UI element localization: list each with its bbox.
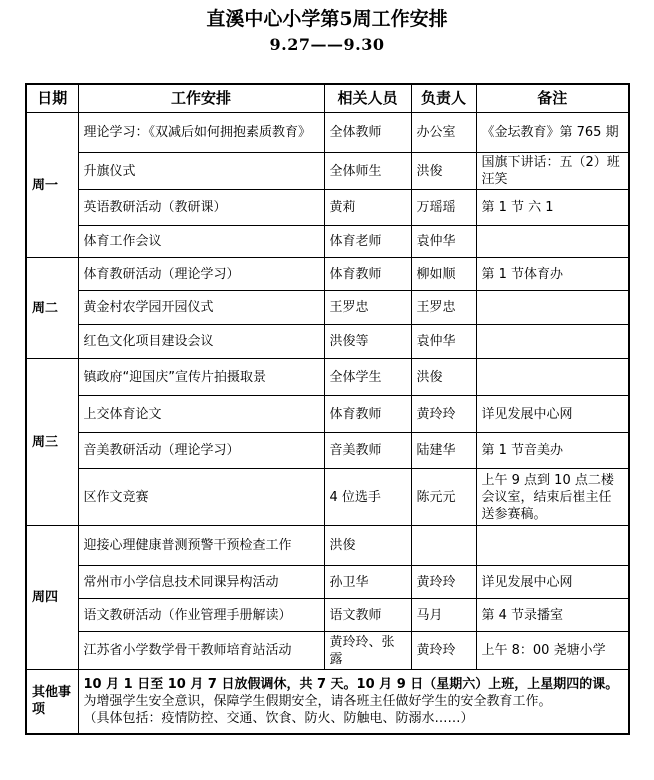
- people-cell: 4 位选手: [324, 469, 411, 526]
- holiday-notice: 10 月 1 日至 10 月 7 日放假调休，共 7 天。10 月 9 日（星期六）上班，上星期四的课。: [83, 676, 619, 692]
- owner-cell: 黄玲玲: [411, 396, 476, 433]
- task-cell: 升旗仪式: [78, 153, 324, 190]
- owner-cell: 陆建华: [411, 433, 476, 469]
- owner-cell: 马月: [411, 599, 476, 632]
- owner-cell: 洪俊: [411, 359, 476, 396]
- people-cell: 黄玲玲、张露: [324, 632, 411, 670]
- table-row: [26, 113, 629, 153]
- owner-cell: 办公室: [411, 113, 476, 153]
- task-cell: 音美教研活动（理论学习）: [78, 433, 324, 469]
- table-row: [26, 433, 629, 469]
- task-cell: 红色文化项目建设会议: [78, 325, 324, 359]
- safety-details: （具体包括：疫情防控、交通、饮食、防火、防触电、防溺水……）: [83, 710, 474, 726]
- table-row: [26, 153, 629, 190]
- other-label: 其他事项: [26, 670, 78, 734]
- task-cell: 英语教研活动（教研课）: [78, 190, 324, 226]
- table-row: [26, 396, 629, 433]
- table-row: [26, 632, 629, 670]
- note-cell: 上午 8：00 尧塘小学: [476, 632, 629, 670]
- people-cell: 洪俊等: [324, 325, 411, 359]
- task-cell: 体育工作会议: [78, 226, 324, 258]
- note-cell: [476, 526, 629, 566]
- table-row: [26, 258, 629, 291]
- date-range: 9.27——9.30: [269, 35, 385, 54]
- task-cell: 江苏省小学数学骨干教师培育站活动: [78, 632, 324, 670]
- people-cell: 王罗忠: [324, 291, 411, 325]
- note-cell: [476, 325, 629, 359]
- note-cell: 第 1 节体育办: [476, 258, 629, 291]
- owner-cell: 黄玲玲: [411, 566, 476, 599]
- header-date: 日期: [26, 84, 78, 113]
- note-cell: 详见发展中心网: [476, 396, 629, 433]
- people-cell: 音美教师: [324, 433, 411, 469]
- owner-cell: 万瑶瑶: [411, 190, 476, 226]
- task-cell: 理论学习：《双减后如何拥抱素质教育》: [78, 113, 324, 153]
- note-cell: [476, 226, 629, 258]
- note-cell: 详见发展中心网: [476, 566, 629, 599]
- people-cell: 孙卫华: [324, 566, 411, 599]
- day-label: 周三: [26, 359, 78, 526]
- other-notes: [78, 670, 629, 734]
- owner-cell: 王罗忠: [411, 291, 476, 325]
- header-notes: 备注: [476, 84, 629, 113]
- task-cell: 常州市小学信息技术同课异构活动: [78, 566, 324, 599]
- owner-cell: 袁仲华: [411, 325, 476, 359]
- note-cell: 第 1 节 六 1: [476, 190, 629, 226]
- owner-cell: 陈元元: [411, 469, 476, 526]
- task-cell: 区作文竞赛: [78, 469, 324, 526]
- people-cell: 语文教师: [324, 599, 411, 632]
- owner-cell: 袁仲华: [411, 226, 476, 258]
- day-label: 周二: [26, 258, 78, 359]
- table-row: [26, 526, 629, 566]
- task-cell: 上交体育论文: [78, 396, 324, 433]
- task-cell: 语文教研活动（作业管理手册解读）: [78, 599, 324, 632]
- task-cell: 黄金村农学园开园仪式: [78, 291, 324, 325]
- people-cell: 体育老师: [324, 226, 411, 258]
- note-cell: 国旗下讲话：五（2）班汪笑: [476, 153, 629, 190]
- note-cell: 第 1 节音美办: [476, 433, 629, 469]
- table-row: [26, 359, 629, 396]
- table-row: [26, 291, 629, 325]
- table-row: [26, 325, 629, 359]
- day-label: 周四: [26, 526, 78, 670]
- safety-notice: 为增强学生安全意识，保障学生假期安全，请各班主任做好学生的安全教育工作。: [83, 693, 552, 709]
- people-cell: 体育教师: [324, 396, 411, 433]
- page-title: 直溪中心小学第5周工作安排: [206, 8, 448, 30]
- people-cell: 黄莉: [324, 190, 411, 226]
- header-owner: 负责人: [411, 84, 476, 113]
- note-cell: 上午 9 点到 10 点二楼会议室，结束后崔主任送参赛稿。: [476, 469, 629, 526]
- note-cell: 《金坛教育》第 765 期: [476, 113, 629, 153]
- table-row: [26, 566, 629, 599]
- header-task: 工作安排: [78, 84, 324, 113]
- owner-cell: 柳如顺: [411, 258, 476, 291]
- task-cell: 迎接心理健康普测预警干预检查工作: [78, 526, 324, 566]
- task-cell: 体育教研活动（理论学习）: [78, 258, 324, 291]
- other-row: [26, 670, 629, 734]
- note-cell: [476, 359, 629, 396]
- people-cell: 全体教师: [324, 113, 411, 153]
- task-cell: 镇政府“迎国庆”宣传片拍摄取景: [78, 359, 324, 396]
- table-row: [26, 469, 629, 526]
- day-label: 周一: [26, 113, 78, 258]
- table-row: [26, 599, 629, 632]
- people-cell: 洪俊: [324, 526, 411, 566]
- schedule-table: [25, 83, 630, 735]
- table-row: [26, 190, 629, 226]
- header-row: [26, 84, 629, 113]
- owner-cell: 洪俊: [411, 153, 476, 190]
- owner-cell: 黄玲玲: [411, 632, 476, 670]
- people-cell: 全体学生: [324, 359, 411, 396]
- people-cell: 体育教师: [324, 258, 411, 291]
- note-cell: [476, 291, 629, 325]
- owner-cell: [411, 526, 476, 566]
- note-cell: 第 4 节录播室: [476, 599, 629, 632]
- people-cell: 全体师生: [324, 153, 411, 190]
- table-row: [26, 226, 629, 258]
- header-people: 相关人员: [324, 84, 411, 113]
